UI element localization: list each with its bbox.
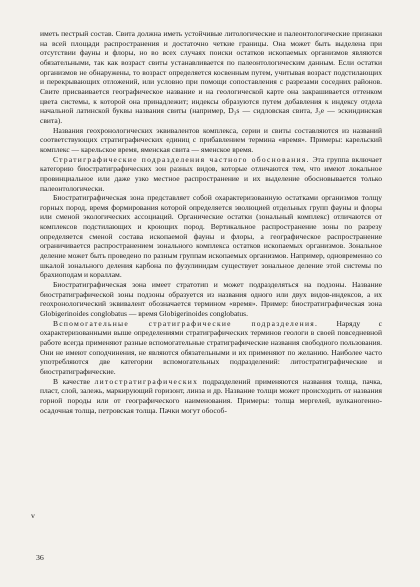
margin-mark: v [31, 511, 35, 520]
p3-text-0: Стратиграфические подразделения частного обоснования. [53, 154, 310, 164]
paragraph-5 [40, 280, 382, 319]
p2-text-0: Названия геохронологических эквивалентов комплекса, серии и свиты составляются из названий соответствующих стратиграфических единиц с прибавлением термина «время». Примеры: карельский комплекс — карельское время, яменская свита — яменское время. [40, 125, 382, 154]
p6-text-1: Наряду с охарактеризованными выше определениями стратиграфических терминов геологи в своей повседневной работе всегда применяют разные вспомогательные стратиграфические названия свободного пользования. Они не имеют соподчинения, не являются обязательными и их применяют по желанию. Наиболее часто употребляются две категории вспомогательных подразделений: литостратиграфические и биостратиграфические. [40, 318, 382, 376]
p4-text-0: Биостратиграфическая зона представляет собой охарактеризованную остатками организмов толщу горных пород, время формирования которой определяется эволюцией отдельных групп фауны и флоры или сменой экологических ассоциаций. Органические остатки (зональный комплекс) отличаются от комплексов подстилающих и кроющих пород. Вертикальное распространение зоны по разрезу определяется сменой состава ископаемой фауны и флоры, а географическое распространение ограничивается распространением зонального комплекса остатков ископаемых организмов. Зональное деление может быть проведено по разным группам ископаемых организмов. Например, одновременно со шкалой зонального деления карбона по фузулинидам существует зональное деление этой системы по брахиоподам и кораллам. [40, 193, 382, 280]
page-number: 36 [36, 553, 44, 562]
body-text [40, 29, 382, 415]
paragraph-4 [40, 193, 382, 280]
p7-text-2: подразделений применяются названия толща, пачка, пласт, слой, залежь, маркирующий горизонт, линза и др. Название толщи может происходить от названия горной породы или от географического наименования. Примеры: толща мергелей, вулканогенно-осадочная толща, петровская толща. Пачки могут обособ- [40, 376, 382, 415]
paragraph-1 [40, 29, 382, 126]
paragraph-7 [40, 377, 382, 416]
paragraph-3 [40, 155, 382, 194]
paragraph-2 [40, 126, 382, 155]
paragraph-6 [40, 319, 382, 377]
p1-text-0: иметь пестрый состав. Свита должна иметь устойчивые литологические и палеонтологические признаки на всей площади распространения и достаточно четкие границы. Она может быть выделена при отсутствии фауны и флоры, но во всех случаях поиски остатков ископаемых организмов являются обязательными, так как возраст свиты устанавливается по палеонтологическим данным. Если остатки организмов не обнаружены, то возраст определяется косвенным путем, учитывая возраст подстилающих и перекрывающих отложений, или условно при помощи сопоставления с разрезами соседних районов. Свите присваивается географическое название и на геологической карте она закрашивается оттенком цвета системы, к которой она принадлежит; индексы образуются путем добавления к индексу отдела начальной латинской буквы названия свиты (например, D₃s — сидловская свита, J₃e — эскиндинская свита). [40, 29, 382, 125]
p3-text-1: Эта группа включает категорию биостратиграфических зон разных видов, которые отличаются тем, что имеют локальное провинциальное или даже узко местное распространение и их выделение обосновывается только палеонтологически. [40, 154, 382, 193]
p6-text-0: Вспомогательные стратиграфические подразделения. [53, 318, 319, 328]
p7-text-1: литостратиграфических [94, 376, 199, 386]
p5-text-0: Биостратиграфическая зона имеет стратотип и может подразделяться на подзоны. Название биостратиграфической зоны подзоны образуется из названия одного или двух видов-индексов, а их геохронологический эквивалент обозначается термином «время». Пример: биостратиграфическая зона Globigerinoides conglobatus — время Globigerinoides conglobatus. [40, 280, 382, 319]
p7-text-0: В качестве [53, 376, 95, 386]
